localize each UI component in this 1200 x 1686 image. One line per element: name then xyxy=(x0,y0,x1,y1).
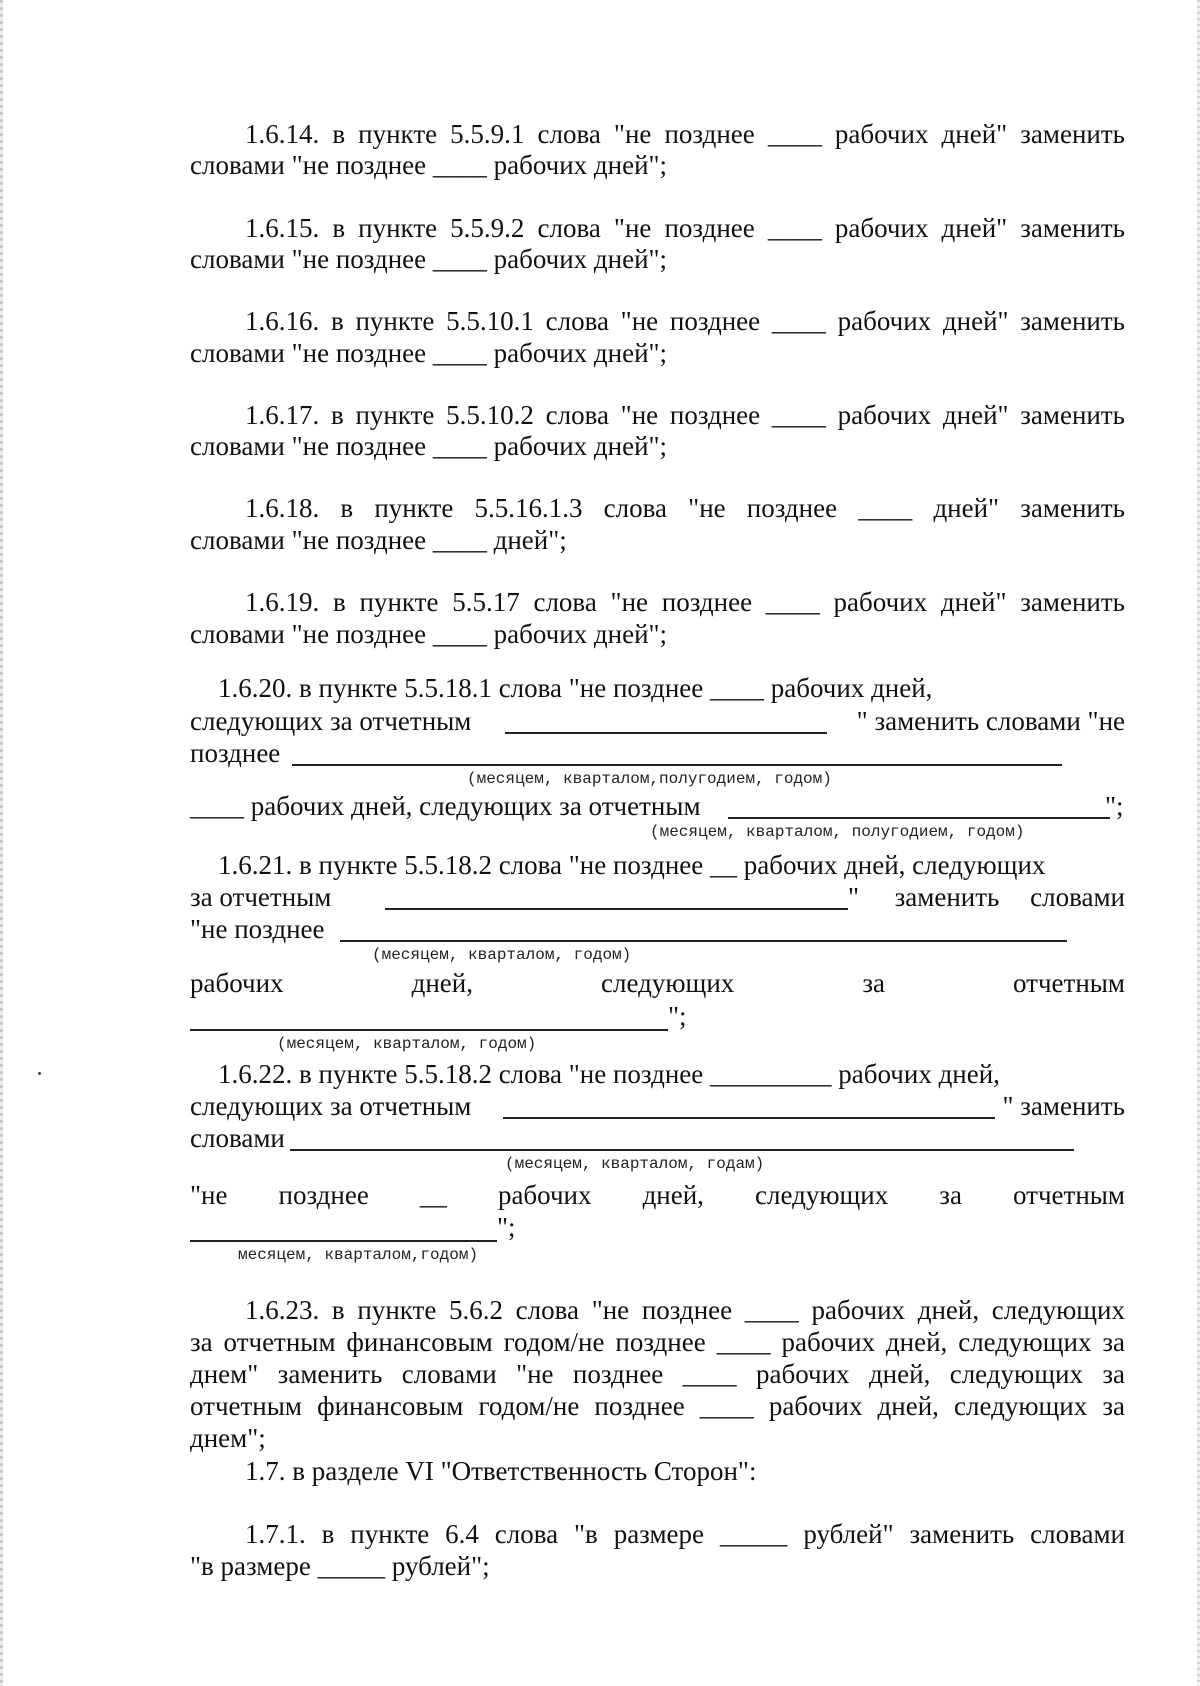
paragraph-1-6-20-line-4a: ____ рабочих дней, следующих за отчетным xyxy=(190,791,701,821)
blank-underline xyxy=(340,940,1067,942)
caption-hint: (месяцем, кварталом, годом) xyxy=(372,946,632,964)
word: за xyxy=(862,968,885,998)
word: за xyxy=(939,1180,962,1210)
paragraph-1-6-23-line-2: за отчетным финансовым годом/не позднее ____ рабочих дней, следующих за xyxy=(190,1327,1125,1357)
paragraph-1-6-23-line-1: 1.6.23. в пункте 5.6.2 слова "не позднее ____ рабочих дней, следующих xyxy=(245,1295,1125,1325)
blank-underline xyxy=(728,817,1110,819)
paragraph-1-6-21-line-1: 1.6.21. в пункте 5.5.18.2 слова "не позднее __ рабочих дней, следующих xyxy=(218,850,1046,880)
blank-underline xyxy=(290,1149,1074,1151)
paragraph-1-6-21-line-5: "; xyxy=(668,1001,687,1031)
paragraph-1-6-21-line-2c: заменить словами xyxy=(894,882,1125,912)
scan-speck xyxy=(38,1072,41,1075)
paragraph-1-6-23-line-4: отчетным финансовым годом/не позднее ____ рабочих дней, следующих за xyxy=(190,1391,1125,1421)
paragraph-1-6-22-line-2a: следующих за отчетным xyxy=(190,1091,472,1121)
blank-underline xyxy=(190,1240,497,1242)
blank-underline xyxy=(503,1117,995,1119)
paragraph-1-6-14-line-2: словами "не позднее ____ рабочих дней"; xyxy=(190,150,668,180)
paragraph-1-6-20-line-2a: следующих за отчетным xyxy=(190,706,472,736)
paragraph-1-6-23-line-5: днем"; xyxy=(190,1423,266,1453)
paragraph-1-6-16-line-1: 1.6.16. в пункте 5.5.10.1 слова "не позднее ____ рабочих дней" заменить xyxy=(245,306,1125,336)
word: отчетным xyxy=(1013,968,1125,998)
paragraph-1-6-21-line-2b: " xyxy=(848,882,860,912)
paragraph-1-6-16-line-2: словами "не позднее ____ рабочих дней"; xyxy=(190,338,668,368)
word: позднее xyxy=(278,1180,369,1210)
blank-underline xyxy=(385,908,848,910)
paragraph-1-6-23-line-3: днем" заменить словами "не позднее ____ рабочих дней, следующих за xyxy=(190,1359,1125,1389)
section-1-7-heading: 1.7. в разделе VI "Ответственность Сторон": xyxy=(245,1456,757,1486)
paragraph-1-6-22-line-1: 1.6.22. в пункте 5.5.18.2 слова "не позднее _________ рабочих дней, xyxy=(218,1059,1000,1089)
caption-hint: месяцем, кварталом,годом) xyxy=(238,1246,479,1264)
paragraph-1-6-20-line-2b: " заменить словами "не xyxy=(856,706,1125,736)
paragraph-1-6-15-line-2: словами "не позднее ____ рабочих дней"; xyxy=(190,244,668,274)
word: __ xyxy=(419,1180,447,1210)
paragraph-1-6-17-line-2: словами "не позднее ____ рабочих дней"; xyxy=(190,431,668,461)
scan-left-edge xyxy=(0,0,3,1686)
word: "не xyxy=(190,1180,228,1210)
paragraph-1-6-22-line-4 xyxy=(190,1179,1125,1211)
caption-hint: (месяцем, кварталом, годом) xyxy=(277,1035,537,1053)
word: следующих xyxy=(755,1180,889,1210)
word: дней, xyxy=(642,1180,704,1210)
paragraph-1-6-21-line-2a: за отчетным xyxy=(190,882,332,912)
paragraph-1-6-20-line-4b: "; xyxy=(1105,791,1124,821)
paragraph-1-6-15-line-1: 1.6.15. в пункте 5.5.9.2 слова "не позднее ____ рабочих дней" заменить xyxy=(245,213,1125,243)
word: следующих xyxy=(601,968,735,998)
paragraph-1-6-20-line-3: позднее xyxy=(190,738,281,768)
paragraph-1-6-22-line-2b: " заменить xyxy=(1002,1091,1125,1121)
paragraph-1-6-19-line-2: словами "не позднее ____ рабочих дней"; xyxy=(190,619,668,649)
paragraph-1-7-1-line-1: 1.7.1. в пункте 6.4 слова "в размере _____ рублей" заменить словами xyxy=(245,1519,1125,1549)
paragraph-1-6-17-line-1: 1.6.17. в пункте 5.5.10.2 слова "не позднее ____ рабочих дней" заменить xyxy=(245,400,1125,430)
paragraph-1-6-14-line-1: 1.6.14. в пункте 5.5.9.1 слова "не позднее ____ рабочих дней" заменить xyxy=(245,119,1125,149)
paragraph-1-6-21-line-4 xyxy=(190,967,1125,999)
word: отчетным xyxy=(1013,1180,1125,1210)
paragraph-1-6-18-line-1: 1.6.18. в пункте 5.5.16.1.3 слова "не позднее ____ дней" заменить xyxy=(245,493,1125,523)
caption-hint: (месяцем, кварталом, годам) xyxy=(505,1155,765,1173)
paragraph-1-6-21-line-3: "не позднее xyxy=(190,914,325,944)
paragraph-1-6-22-line-3: словами xyxy=(190,1123,285,1153)
blank-underline xyxy=(190,1029,668,1031)
blank-underline xyxy=(505,732,827,734)
blank-underline xyxy=(292,764,1062,766)
paragraph-1-7-1-line-2: "в размере _____ рублей"; xyxy=(190,1551,490,1581)
paragraph-1-6-18-line-2: словами "не позднее ____ дней"; xyxy=(190,525,567,555)
paragraph-1-6-19-line-1: 1.6.19. в пункте 5.5.17 слова "не позднее ____ рабочих дней" заменить xyxy=(245,587,1125,617)
word: рабочих xyxy=(497,1180,592,1210)
paragraph-1-6-20-line-1: 1.6.20. в пункте 5.5.18.1 слова "не позднее ____ рабочих дней, xyxy=(218,673,933,703)
paragraph-1-6-22-line-5: "; xyxy=(497,1212,516,1242)
caption-hint: (месяцем, кварталом,полугодием, годом) xyxy=(467,770,832,788)
word: рабочих xyxy=(190,968,284,998)
word: дней, xyxy=(411,968,473,998)
caption-hint: (месяцем, кварталом, полугодием, годом) xyxy=(650,823,1025,841)
